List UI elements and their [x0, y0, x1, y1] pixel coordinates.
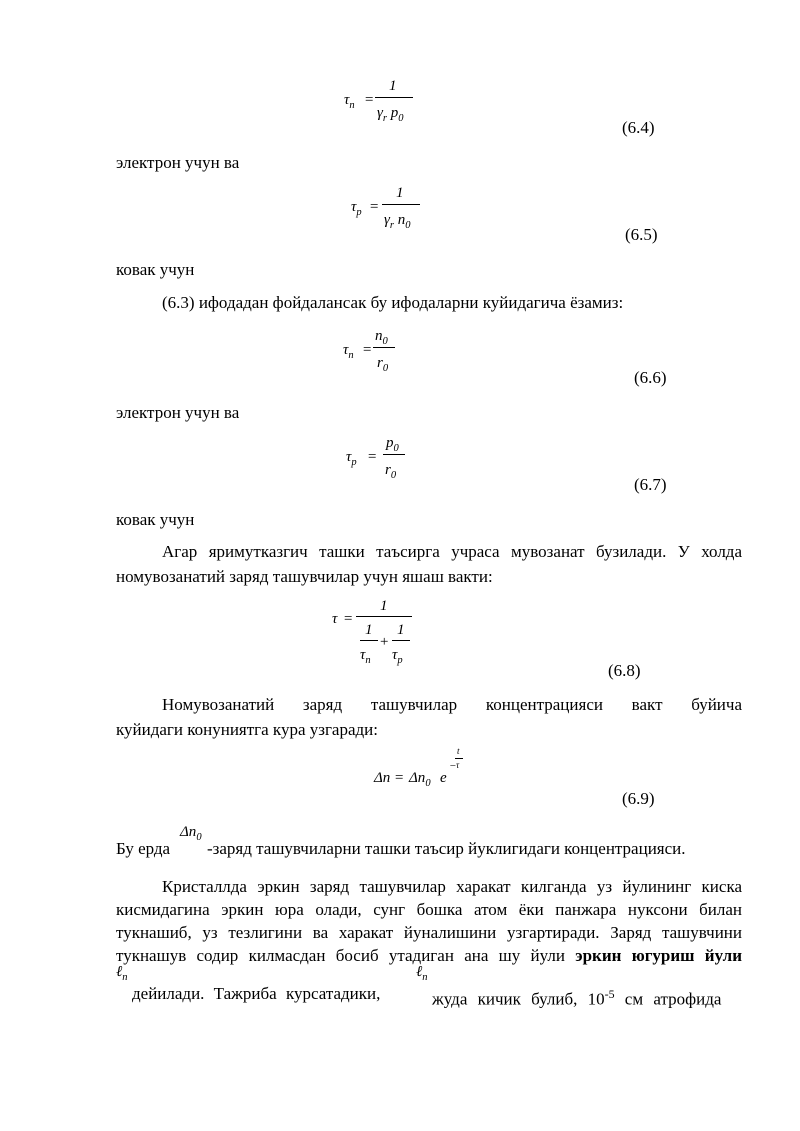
- paragraph-1-line-1: Агар яримутказгич ташки таъсирга учраса мувозанат бузилади. У холда: [162, 542, 742, 561]
- text-kovak-2: ковак учун: [116, 510, 195, 529]
- eq64-numerator: 1: [389, 78, 397, 94]
- ln-symbol-2: ℓ$_n$: [416, 964, 428, 983]
- text-electron-va-1: электрон учун ва: [116, 153, 240, 172]
- eq67-fraction-bar: [383, 454, 405, 455]
- paragraph-2-line-2: куйидаги конуниятга кура узгаради:: [116, 720, 378, 739]
- eq67-numerator: $p_0$: [386, 435, 399, 454]
- eq69-rhs: $\Delta n_0$: [409, 770, 431, 789]
- eq64-denominator: $\gamma_r$ $p_0$: [377, 105, 404, 124]
- eq64-number: (6.4): [622, 118, 655, 137]
- eq67-number: (6.7): [634, 475, 667, 494]
- eq68-equals: =: [343, 611, 354, 627]
- ln-symbol-1: ℓ$_n$: [116, 964, 128, 983]
- eq64-fraction-bar: [375, 97, 413, 98]
- eq66-number: (6.6): [634, 368, 667, 387]
- eq66-equals: =: [362, 342, 373, 358]
- eq65-fraction-bar: [382, 204, 420, 205]
- eq67-equals: =: [367, 449, 378, 465]
- eq65-equals: =: [369, 199, 380, 215]
- eq64-lhs: $\tau_n$: [344, 92, 355, 111]
- eq68-numerator: 1: [380, 598, 388, 614]
- paragraph-4-line-5-mid: дейилади. Тажриба курсатадики,: [132, 984, 381, 1003]
- paragraph-2-line-1: Номувозанатий заряд ташувчилар концентрацияси вакт буйича: [162, 695, 742, 714]
- eq65-denominator: $\gamma_r$ $n_0$: [384, 212, 411, 231]
- eq69-lhs: Δn: [374, 770, 391, 786]
- paragraph-4-line-3: тукнашиб, уз тезлигини ва харакат йуналишини узгартиради. Заряд ташувчини: [116, 923, 742, 942]
- eq68-number: (6.8): [608, 661, 641, 680]
- eq65-lhs: $\tau_p$: [351, 199, 362, 218]
- paragraph-1-line-2: номувозанатий заряд ташувчилар учун яшаш вакти:: [116, 567, 493, 586]
- eq65-number: (6.5): [625, 225, 658, 244]
- eq68-plus: +: [380, 634, 389, 650]
- eq64-equals: =: [364, 92, 375, 108]
- eq68-lhs: τ: [332, 611, 338, 627]
- paragraph-3-text: -заряд ташувчиларни ташки таъсир йуклигидаги концентрацияси.: [207, 839, 686, 858]
- eq69-exp-num: t: [457, 746, 460, 756]
- term-free-path: эркин югуриш йули: [575, 946, 743, 965]
- text-kovak-1: ковак учун: [116, 260, 195, 279]
- eq69-exp-sign: −: [449, 760, 457, 772]
- eq69-base: e: [440, 770, 447, 786]
- eq66-fraction-bar: [373, 347, 395, 348]
- eq68-inner2-bar: [392, 640, 410, 641]
- paragraph-4-line-4: тукнашув содир килмасдан босиб утадиган ана шу йули эркин югуриш йули: [116, 946, 743, 965]
- eq68-inner2-denominator: $\tau_p$: [392, 647, 403, 666]
- paragraph-3-symbol: $\Delta n_0$: [180, 824, 202, 843]
- eq66-numerator: $n_0$: [375, 328, 388, 347]
- paragraph-3-prefix: Бу ерда: [116, 839, 171, 858]
- eq69-exp-bar: [455, 758, 463, 759]
- eq67-lhs: $\tau_p$: [346, 449, 357, 468]
- eq68-inner2-numerator: 1: [397, 622, 405, 638]
- eq68-inner1-denominator: $\tau_n$: [360, 647, 371, 666]
- eq66-denominator: $r_0$: [377, 355, 389, 374]
- eq68-inner1-numerator: 1: [365, 622, 373, 638]
- eq67-denominator: $r_0$: [385, 462, 397, 481]
- text-6-3-intro: (6.3) ифодадан фойдалансак бу ифодаларни куйидагича ёзамиз:: [162, 293, 624, 312]
- eq69-equals: =: [394, 770, 405, 786]
- text-electron-va-2: электрон учун ва: [116, 403, 240, 422]
- paragraph-4-line-5-end: жуда кичик булиб, $10^{-5}$ см атрофида: [432, 987, 722, 1009]
- paragraph-4-line-2: кисмидагина эркин юра олади, сунг бошка атом ёки панжара нуксони билан: [116, 900, 742, 919]
- eq68-inner1-bar: [360, 640, 378, 641]
- paragraph-4-line-1: Кристаллда эркин заряд ташувчилар харакат килганда уз йулининг киска: [162, 877, 742, 896]
- eq69-exp-den: τ: [456, 760, 460, 770]
- eq65-numerator: 1: [396, 185, 404, 201]
- eq69-number: (6.9): [622, 789, 655, 808]
- eq68-main-fraction-bar: [356, 616, 412, 617]
- eq66-lhs: $\tau_n$: [343, 342, 354, 361]
